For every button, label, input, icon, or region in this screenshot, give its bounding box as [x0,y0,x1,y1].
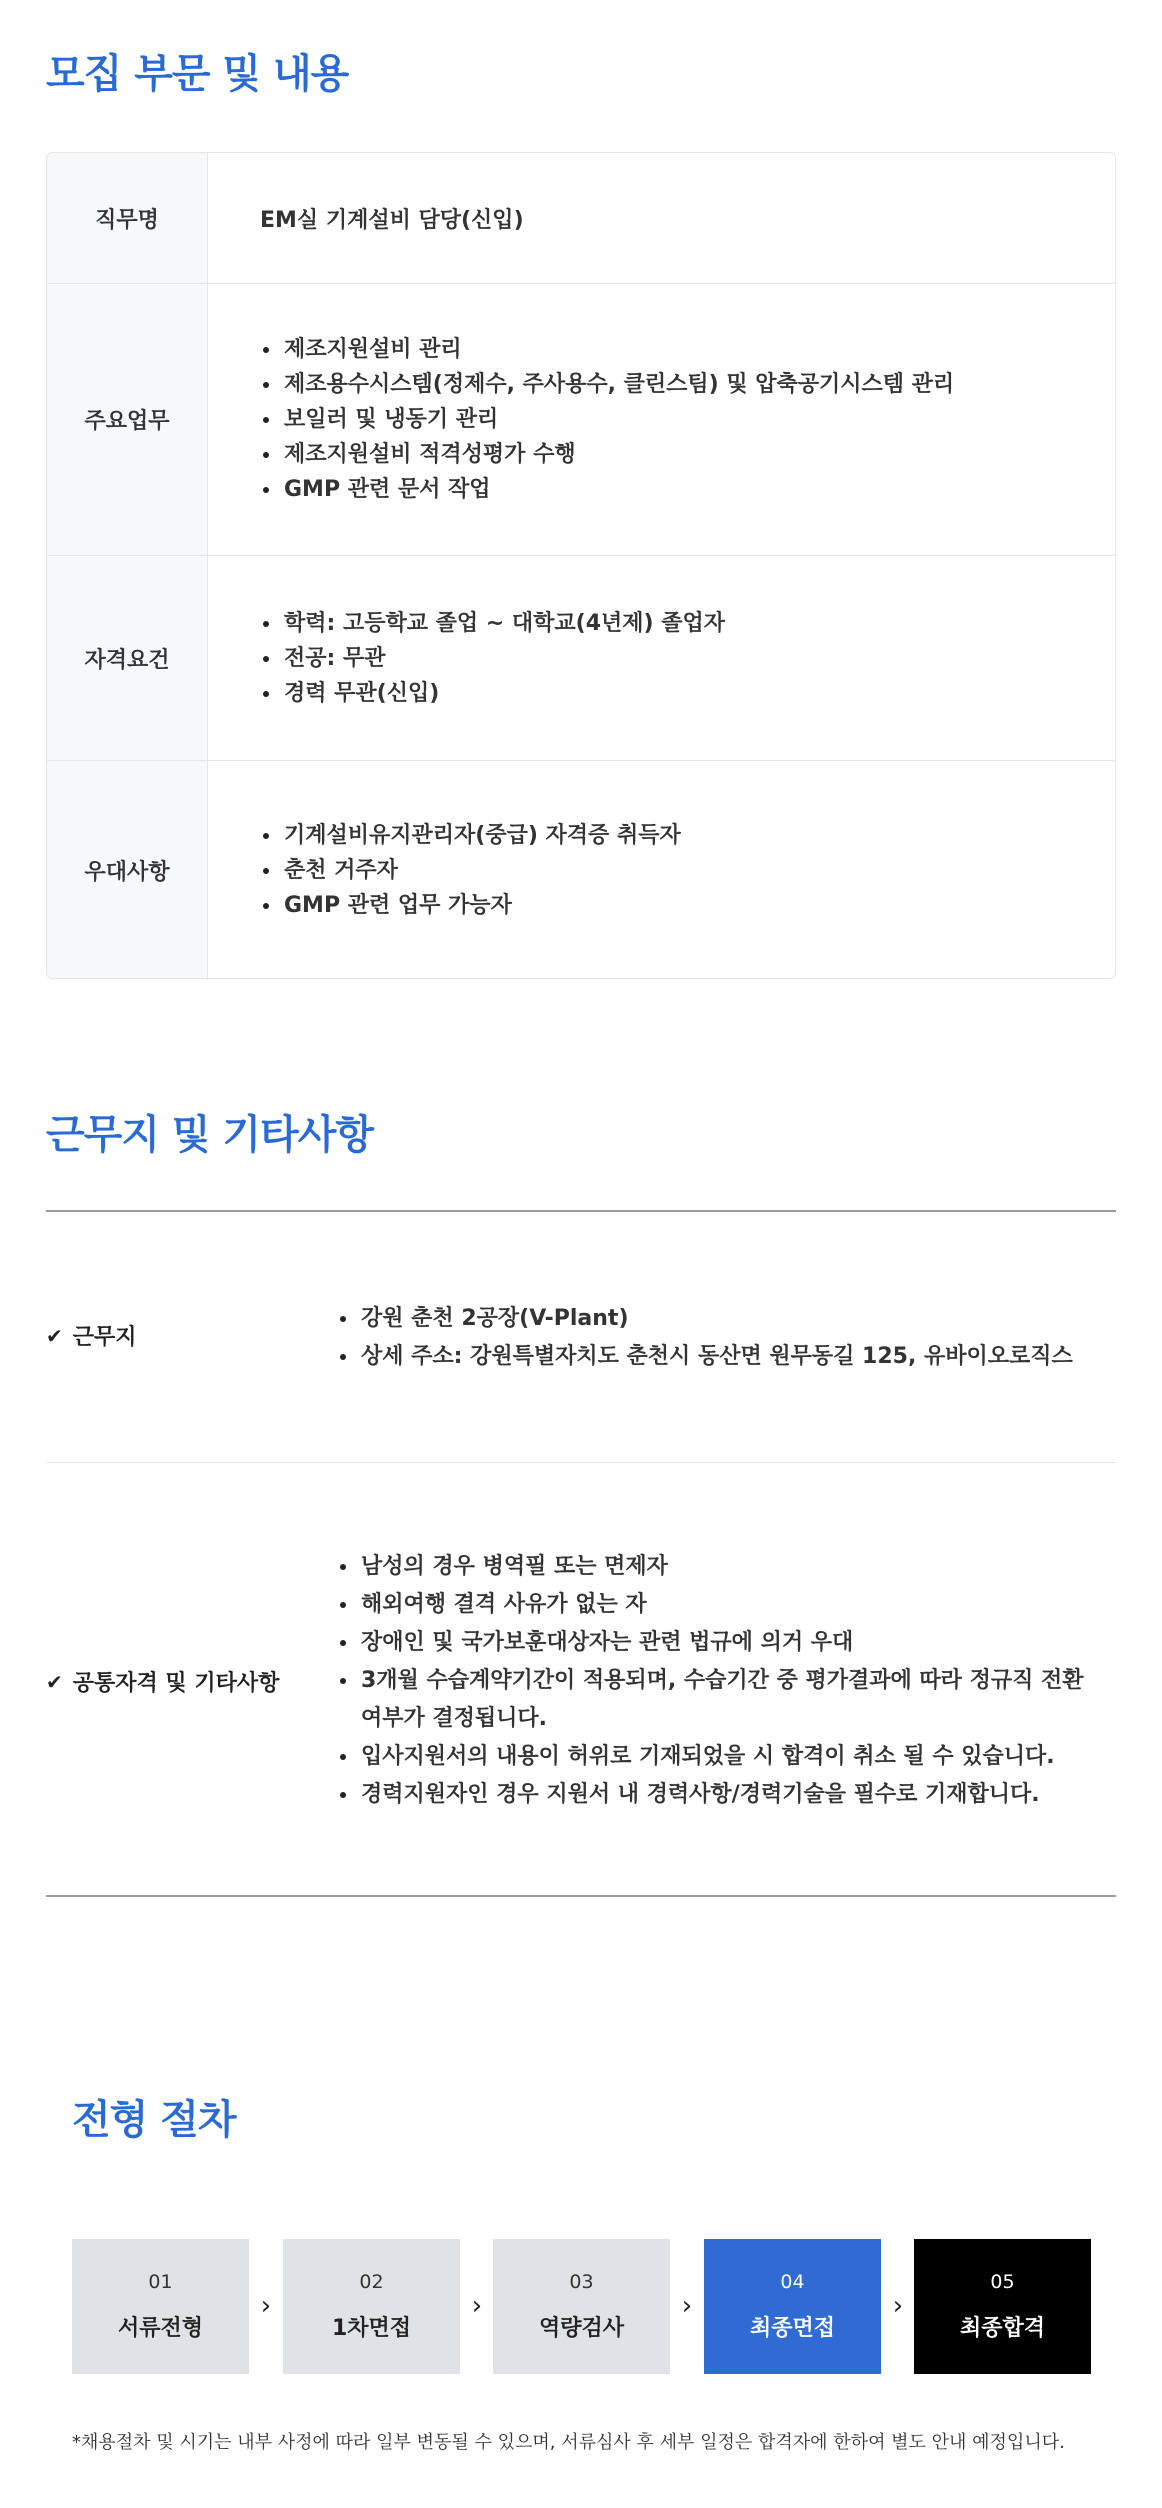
job-title-value: EM실 기계설비 담당(신입) [260,207,524,233]
list-item: 입사지원서의 내용이 허위로 기재되었을 시 합격이 취소 될 수 있습니다. [337,1738,1097,1776]
step-label: 역량검사 [538,2316,624,2341]
step-number: 02 [359,2271,384,2293]
step-number: 05 [990,2271,1015,2293]
table-row-job-title [47,153,1115,284]
list-item: 남성의 경우 병역필 또는 면제자 [337,1548,1097,1586]
step-label: 1차면접 [331,2316,412,2341]
table-row-requirements [47,556,1115,761]
list-item: GMP 관련 업무 가능자 [260,888,1115,923]
workplace-label [46,1320,137,1351]
list-item: GMP 관련 문서 작업 [260,472,1115,507]
chevron-right-icon: › [681,2291,693,2321]
chevron-right-icon: › [471,2291,483,2321]
table-row-duties [47,284,1115,556]
step-4-current [704,2239,881,2374]
row-header: 우대사항 [47,761,208,979]
list-item: 학력: 고등학교 졸업 ~ 대학교(4년제) 졸업자 [260,606,1115,641]
step-5-final [914,2239,1091,2374]
section-divider [46,1895,1116,1897]
table-row-preferences [47,761,1115,979]
process-footnote: *채용절차 및 시기는 내부 사정에 따라 일부 변동될 수 있으며, 서류심사 후 세부 일정은 합격자에 한하여 별도 안내 예정입니다. [72,2432,1065,2453]
recruit-section-title: 모집 부문 및 내용 [46,51,349,97]
workplace-list [337,1300,1097,1376]
process-section-title: 전형 절차 [72,2097,236,2143]
checkmark-icon: ✔ [46,1669,63,1694]
chevron-right-icon: › [892,2291,904,2321]
step-3 [493,2239,670,2374]
step-number: 01 [148,2271,173,2293]
preferences-list [260,818,1115,923]
requirements-list [260,606,1115,711]
list-item: 3개월 수습계약기간이 적용되며, 수습기간 중 평가결과에 따라 정규직 전환 여부가 결정됩니다. [337,1662,1097,1738]
step-2 [283,2239,460,2374]
row-header: 주요업무 [47,284,208,555]
list-item: 해외여행 결격 사유가 없는 자 [337,1586,1097,1624]
row-divider [46,1462,1116,1463]
step-label: 최종합격 [959,2316,1045,2341]
common-qualifications-label-text: 공통자격 및 기타사항 [72,1671,280,1696]
list-item: 강원 춘천 2공장(V-Plant) [337,1300,1097,1338]
process-steps [72,2239,1091,2374]
row-header: 자격요건 [47,556,208,760]
common-qualifications-label [46,1666,279,1697]
workplace-section-title: 근무지 및 기타사항 [46,1112,373,1158]
list-item: 장애인 및 국가보훈대상자는 관련 법규에 의거 우대 [337,1624,1097,1662]
recruit-table [46,152,1116,979]
workplace-label-text: 근무지 [72,1325,137,1350]
step-1 [72,2239,249,2374]
list-item: 제조지원설비 적격성평가 수행 [260,437,1115,472]
list-item: 경력 무관(신입) [260,676,1115,711]
step-number: 03 [569,2271,594,2293]
list-item: 전공: 무관 [260,641,1115,676]
list-item: 상세 주소: 강원특별자치도 춘천시 동산면 원무동길 125, 유바이오로직스 [337,1338,1097,1376]
list-item: 춘천 거주자 [260,853,1115,888]
step-label: 최종면접 [749,2316,835,2341]
common-qualifications-list [337,1548,1097,1814]
step-label: 서류전형 [117,2316,203,2341]
list-item: 제조용수시스템(정제수, 주사용수, 클린스팀) 및 압축공기시스템 관리 [260,367,1115,402]
duties-list [260,332,1115,507]
chevron-right-icon: › [260,2291,272,2321]
step-number: 04 [780,2271,805,2293]
list-item: 보일러 및 냉동기 관리 [260,402,1115,437]
list-item: 기계설비유지관리자(중급) 자격증 취득자 [260,818,1115,853]
section-divider [46,1210,1116,1212]
list-item: 제조지원설비 관리 [260,332,1115,367]
list-item: 경력지원자인 경우 지원서 내 경력사항/경력기술을 필수로 기재합니다. [337,1776,1097,1814]
checkmark-icon: ✔ [46,1323,63,1348]
row-header: 직무명 [47,153,208,283]
